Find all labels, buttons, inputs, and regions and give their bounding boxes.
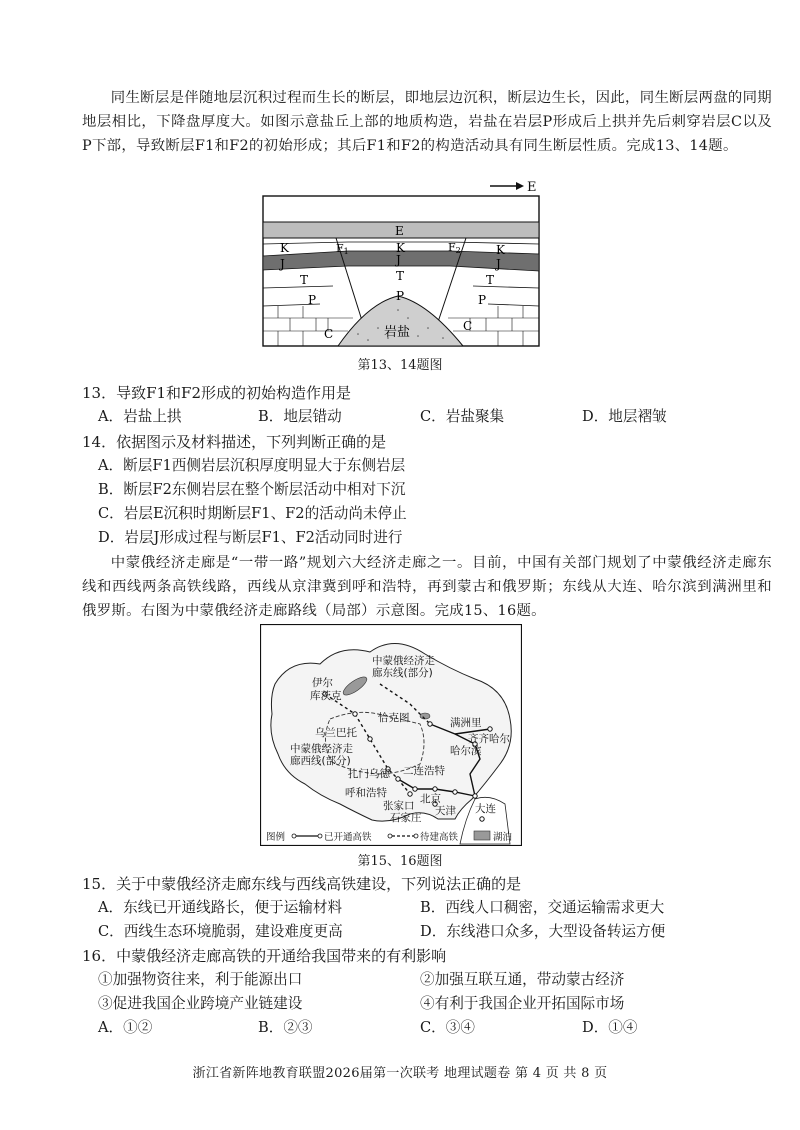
- q16-statement-2: ②加强互联互通，带动蒙古经济: [420, 971, 625, 988]
- layer-P-right-label: P: [478, 293, 487, 307]
- city-qiqihar: 齐齐哈尔: [468, 733, 510, 745]
- city-beijing: 北京: [420, 793, 441, 805]
- layer-K-right-label: K: [496, 243, 505, 257]
- q16-stem: 16．中蒙俄经济走廊高铁的开通给我国带来的有利影响: [82, 947, 447, 965]
- layer-E-label: E: [395, 224, 404, 238]
- layer-P-left-label: P: [308, 293, 317, 307]
- city-irkutsk-2: 库茨克: [310, 690, 342, 702]
- q13-option-a[interactable]: A．岩盐上拱: [98, 408, 182, 425]
- city-harbin: 哈尔滨: [450, 745, 482, 757]
- fault-F2-label: F2: [448, 241, 461, 255]
- west-line-label-1: 中蒙俄经济走: [290, 743, 353, 755]
- direction-arrow: [490, 180, 537, 195]
- q16-option-c[interactable]: C．③④: [420, 1019, 475, 1036]
- route-map: [260, 624, 522, 846]
- layer-T-left-label: T: [300, 273, 309, 287]
- city-zhangjiakou: 张家口: [383, 800, 415, 812]
- page-footer: 浙江省新阵地教育联盟2026届第一次联考 地理试题卷 第 4 页 共 8 页: [192, 1066, 608, 1081]
- layer-K-left-label: K: [280, 241, 289, 255]
- q16-option-b[interactable]: B．②③: [258, 1019, 313, 1036]
- q16-statement-4: ④有利于我国企业开拓国际市场: [420, 995, 625, 1012]
- city-shijiazhuang: 石家庄: [390, 812, 422, 824]
- q14-option-c[interactable]: C．岩层E沉积时期断层F1、F2的活动尚未停止: [98, 505, 407, 522]
- layer-C-right-label: C: [463, 319, 473, 333]
- west-line-label-2: 廊西线(部分): [290, 755, 351, 767]
- svg-text:湖泊: 湖泊: [493, 832, 513, 843]
- q16-option-d[interactable]: D．①④: [582, 1019, 638, 1036]
- q15-stem: 15．关于中蒙俄经济走廊东线与西线高铁建设，下列说法正确的是: [82, 875, 522, 893]
- layer-P-mid-label: P: [396, 289, 405, 303]
- salt-dome-cross-section: [258, 178, 548, 350]
- q15-option-c[interactable]: C．西线生态环境脆弱，建设难度更高: [98, 923, 343, 940]
- layer-T-mid-label: T: [396, 269, 405, 283]
- city-zamyn-uud: 扎门乌德: [348, 768, 390, 780]
- intro-paragraph-1: 同生断层是伴随地层沉积过程而生长的断层，即地层边沉积，断层边生长，因此，同生断层两盘的同期地层相比，下降盘厚度大。如图示意盐丘上部的地质构造，岩盐在岩层P形成后上拱并先后刺穿岩层C以及P下部，导致断层F1和F2的初始形成；其后F1和F2的构造活动具有同生断层性质。完成13、14题。: [82, 90, 772, 154]
- q14-option-d[interactable]: D．岩层J形成过程与断层F1、F2活动同时进行: [98, 529, 403, 546]
- q13-stem: 13．导致F1和F2形成的初始构造作用是: [82, 384, 351, 402]
- city-dalian: 大连: [475, 803, 496, 815]
- q15-option-a[interactable]: A．东线已开通线路长，便于运输材料: [98, 899, 343, 916]
- city-tianjin: 天津: [435, 805, 456, 817]
- city-hohhot: 呼和浩特: [345, 787, 387, 799]
- city-irkutsk-1: 伊尔: [312, 677, 333, 689]
- layer-J-left-label: J: [280, 257, 285, 271]
- east-line-label-2: 廊东线(部分): [372, 667, 433, 679]
- direction-label: E: [527, 180, 537, 195]
- layer-C-left-label: C: [324, 327, 334, 341]
- layer-J-right-label: J: [496, 257, 501, 271]
- q15-option-d[interactable]: D．东线港口众多，大型设备转运方便: [420, 923, 666, 940]
- intro-paragraph-2: 中蒙俄经济走廊是“一带一路”规划六大经济走廊之一。目前，中国有关部门规划了中蒙俄经济走廊东线和西线两条高铁线路，西线从京津冀到呼和浩特，再到蒙古和俄罗斯；东线从大连、哈尔滨到满洲里和俄罗斯。右图为中蒙俄经济走廊路线（局部）示意图。完成15、16题。: [82, 555, 772, 619]
- q13-option-d[interactable]: D．地层褶皱: [582, 408, 667, 425]
- q14-option-b[interactable]: B．断层F2东侧岩层在整个断层活动中相对下沉: [98, 481, 406, 498]
- q13-option-c[interactable]: C．岩盐聚集: [420, 408, 505, 425]
- svg-text:已开通高铁: 已开通高铁: [324, 832, 372, 843]
- q16-statement-3: ③促进我国企业跨境产业链建设: [98, 995, 303, 1012]
- layer-J-mid-label: J: [396, 253, 401, 267]
- q13-option-b[interactable]: B．地层错动: [258, 408, 342, 425]
- fault-F1-label: F1: [336, 242, 349, 256]
- q14-stem: 14．依据图示及材料描述，下列判断正确的是: [82, 433, 387, 451]
- figure1-caption: 第13、14题图: [357, 358, 443, 373]
- svg-text:待建高铁: 待建高铁: [420, 832, 459, 843]
- q16-statement-1: ①加强物资往来，利于能源出口: [98, 971, 303, 988]
- salt-label: 岩盐: [384, 325, 411, 340]
- city-kyakhta: 恰克图: [378, 712, 410, 724]
- q14-option-a[interactable]: A．断层F1西侧岩层沉积厚度明显大于东侧岩层: [98, 457, 406, 474]
- city-ulaanbaatar: 乌兰巴托: [315, 727, 357, 739]
- layer-T-right-label: T: [486, 273, 495, 287]
- city-erenhot: 二连浩特: [403, 765, 445, 777]
- city-manzhouli: 满洲里: [450, 717, 482, 729]
- svg-text:图例: 图例: [266, 832, 286, 843]
- q15-option-b[interactable]: B．西线人口稠密，交通运输需求更大: [420, 899, 665, 916]
- east-line-label-1: 中蒙俄经济走: [372, 655, 435, 667]
- layer-K-mid-label: K: [396, 241, 405, 255]
- q16-option-a[interactable]: A．①②: [98, 1019, 153, 1036]
- figure2-caption: 第15、16题图: [357, 854, 443, 869]
